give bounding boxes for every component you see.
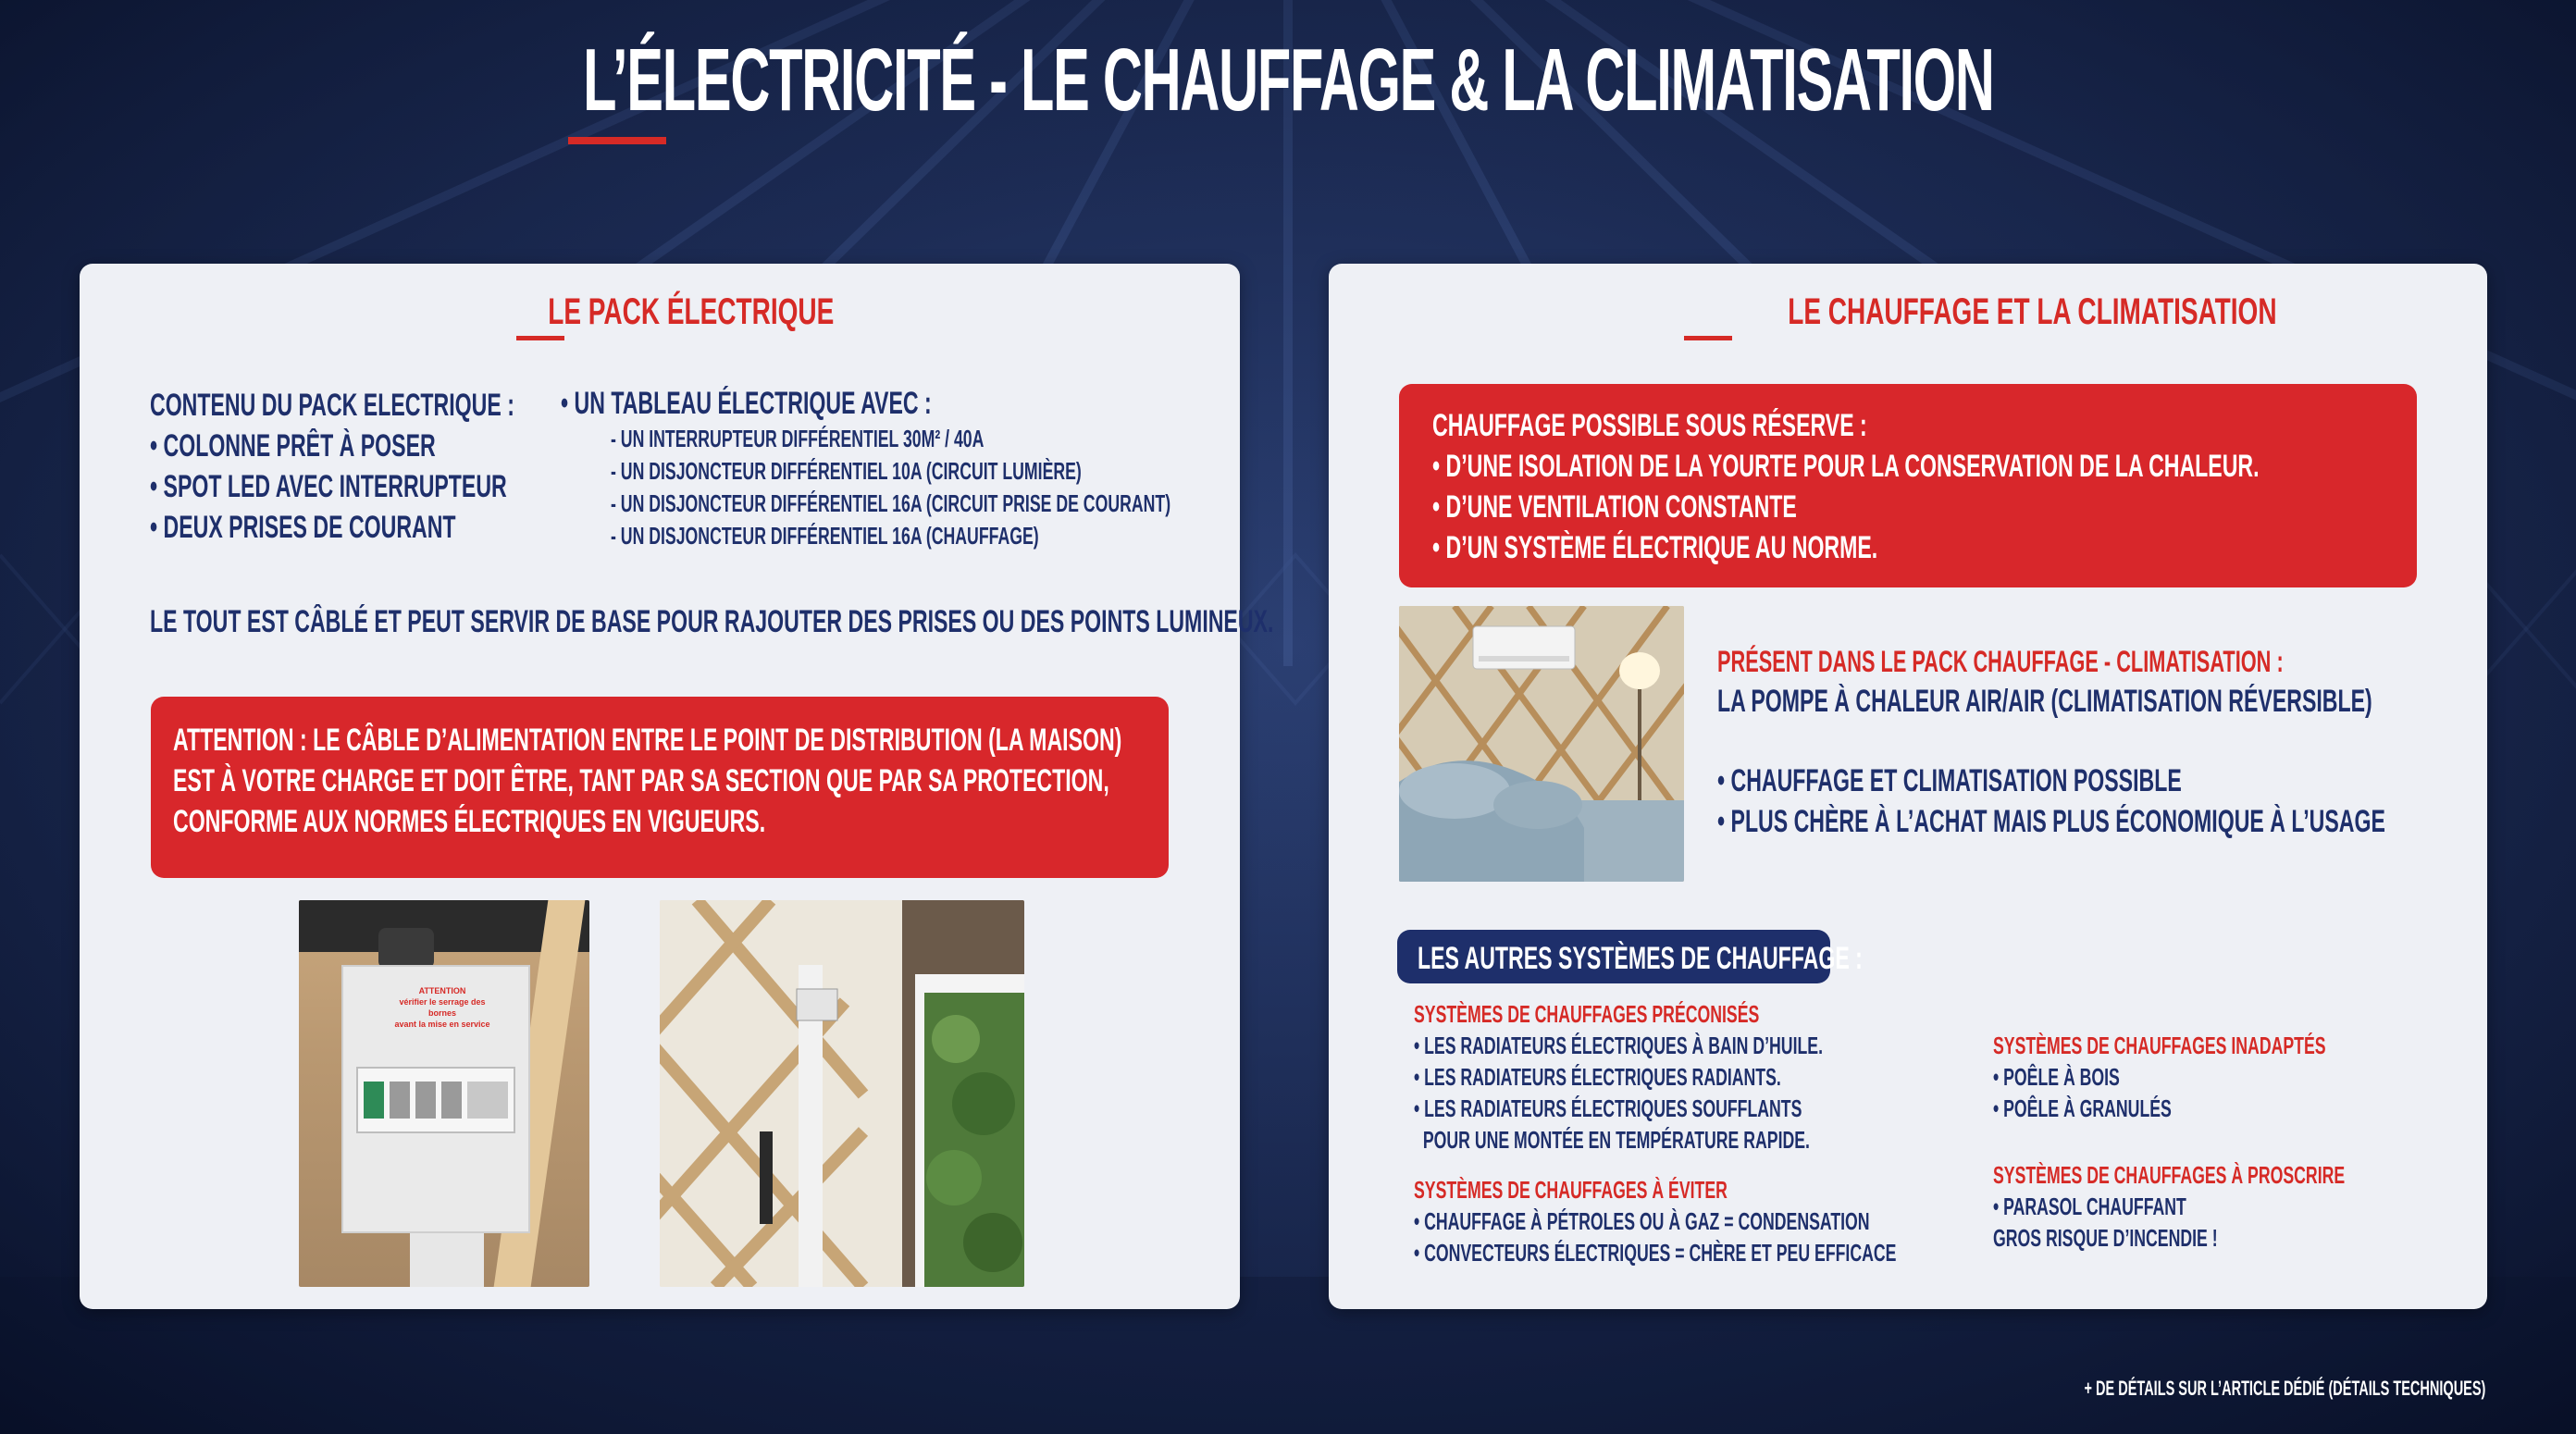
warning-line: CONFORME AUX NORMES ÉLECTRIQUES EN VIGUEURS. <box>173 804 766 839</box>
recommended-heading: SYSTÈMES DE CHAUFFAGES PRÉCONISÉS <box>1414 1000 1760 1028</box>
title-underline <box>568 137 666 144</box>
summary-text: LE TOUT EST CÂBLÉ ET PEUT SERVIR DE BASE POUR RAJOUTER DES PRISES OU DES POINTS LUMINEUX. <box>150 604 1274 639</box>
electric-panel-photo <box>299 900 589 1287</box>
contents-item: • COLONNE PRÊT À POSER <box>150 428 436 464</box>
pack-point: • CHAUFFAGE ET CLIMATISATION POSSIBLE <box>1717 763 2182 798</box>
avoid-item: • CONVECTEURS ÉLECTRIQUES = CHÈRE ET PEU EFFICACE <box>1414 1239 1897 1267</box>
condition-item: • D’UNE VENTILATION CONSTANTE <box>1432 489 1797 525</box>
warning-line: ATTENTION : LE CÂBLE D’ALIMENTATION ENTRE LE POINT DE DISTRIBUTION (LA MAISON) <box>173 723 1122 758</box>
panel-item: - UN DISJONCTEUR DIFFÉRENTIEL 16A (CIRCUIT PRISE DE COURANT) <box>611 489 1171 517</box>
contents-item: • SPOT LED AVEC INTERRUPTEUR <box>150 469 507 504</box>
pack-point: • PLUS CHÈRE À L’ACHAT MAIS PLUS ÉCONOMIQUE À L’USAGE <box>1717 804 2385 839</box>
warning-line: EST À VOTRE CHARGE ET DOIT ÊTRE, TANT PAR SA SECTION QUE PAR SA PROTECTION, <box>173 763 1109 798</box>
other-systems-label: LES AUTRES SYSTÈMES DE CHAUFFAGE : <box>1418 941 1863 976</box>
condition-item: • D’UNE ISOLATION DE LA YOURTE POUR LA CONSERVATION DE LA CHALEUR. <box>1432 449 2260 484</box>
pack-heading: PRÉSENT DANS LE PACK CHAUFFAGE - CLIMATISATION : <box>1717 645 2284 678</box>
banned-heading: SYSTÈMES DE CHAUFFAGES À PROSCRIRE <box>1993 1161 2346 1189</box>
panel-label: avant la mise en service <box>394 1020 490 1029</box>
warning-box <box>151 697 1169 878</box>
avoid-item: • CHAUFFAGE À PÉTROLES OU À GAZ = CONDENSATION <box>1414 1207 1870 1235</box>
other-systems-pill <box>1397 930 1863 983</box>
contents-heading: CONTENU DU PACK ELECTRIQUE : <box>150 388 514 423</box>
recommended-item: • LES RADIATEURS ÉLECTRIQUES RADIANTS. <box>1414 1063 1781 1091</box>
condition-item: • D’UN SYSTÈME ÉLECTRIQUE AU NORME. <box>1432 530 1878 565</box>
contents-item: • DEUX PRISES DE COURANT <box>150 510 456 545</box>
recommended-item: • LES RADIATEURS ÉLECTRIQUES SOUFFLANTS <box>1414 1094 1802 1122</box>
footnote-link[interactable]: + DE DÉTAILS SUR L’ARTICLE DÉDIÉ (DÉTAILS TECHNIQUES) <box>2084 1377 2485 1400</box>
panel-title-underline <box>516 336 564 340</box>
avoid-heading: SYSTÈMES DE CHAUFFAGES À ÉVITER <box>1414 1176 1728 1204</box>
yurt-interior-image <box>1399 606 1684 882</box>
unsuitable-item: • POÊLE À GRANULÉS <box>1993 1094 2172 1122</box>
panel-label: ATTENTION <box>418 986 466 995</box>
conditions-box <box>1399 384 2417 587</box>
pack-subheading: LA POMPE À CHALEUR AIR/AIR (CLIMATISATION RÉVERSIBLE) <box>1717 684 2372 719</box>
panel-title-electric: LE PACK ÉLECTRIQUE <box>548 291 835 332</box>
unsuitable-item: • POÊLE À BOIS <box>1993 1063 2120 1091</box>
panel-heating-cooling <box>1329 264 2487 1309</box>
panel-item: - UN INTERRUPTEUR DIFFÉRENTIEL 30M² / 40A <box>611 425 985 452</box>
banned-item: • PARASOL CHAUFFANT <box>1993 1193 2186 1220</box>
unsuitable-heading: SYSTÈMES DE CHAUFFAGES INADAPTÉS <box>1993 1032 2326 1059</box>
panel-item: - UN DISJONCTEUR DIFFÉRENTIEL 10A (CIRCUIT LUMIÈRE) <box>611 457 1082 485</box>
recommended-item: • LES RADIATEURS ÉLECTRIQUES À BAIN D’HUILE. <box>1414 1032 1823 1059</box>
conditions-heading: CHAUFFAGE POSSIBLE SOUS RÉSERVE : <box>1432 408 1867 443</box>
panel-title-underline <box>1684 336 1732 340</box>
lattice-wall <box>660 900 1024 1287</box>
panel-electric-pack <box>80 264 1274 1309</box>
panel-title-heating: LE CHAUFFAGE ET LA CLIMATISATION <box>1788 291 2277 332</box>
heat-pump-photo <box>1399 606 1684 882</box>
panel-heading: • UN TABLEAU ÉLECTRIQUE AVEC : <box>561 386 932 421</box>
panel-label: vérifier le serrage des <box>399 997 486 1007</box>
panel-label: bornes <box>427 1008 456 1018</box>
recommended-item: POUR UNE MONTÉE EN TEMPÉRATURE RAPIDE. <box>1414 1126 1810 1154</box>
panel-item: - UN DISJONCTEUR DIFFÉRENTIEL 16A (CHAUFFAGE) <box>611 522 1039 550</box>
page-title: L’ÉLECTRICITÉ - LE CHAUFFAGE & LA CLIMATISATION <box>582 31 1994 130</box>
outlet-photo <box>660 900 1024 1287</box>
banned-item: GROS RISQUE D’INCENDIE ! <box>1993 1224 2218 1252</box>
